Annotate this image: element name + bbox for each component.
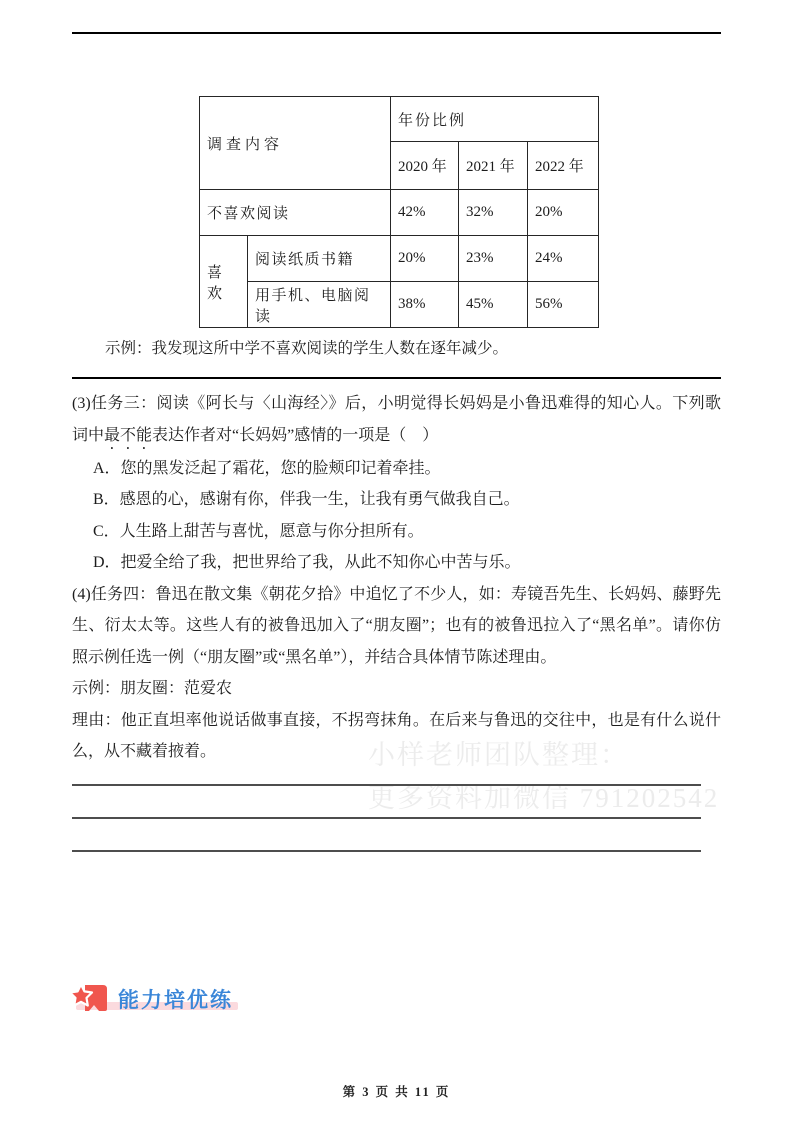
table-cell-paper-2020: 20% <box>391 236 459 282</box>
task3-option-a: A．您的黑发泛起了霜花，您的脸颊印记着牵挂。 <box>93 459 441 477</box>
task3-text-after: 表达作者对“长妈妈”感情的一项是（ ） <box>152 426 439 444</box>
table-cell-paper-2021: 23% <box>459 236 528 282</box>
table-row-like-label: 喜欢 <box>200 236 248 328</box>
answer-blank-line <box>72 768 701 786</box>
table-row-digital-label: 用手机、电脑阅读 <box>248 282 391 328</box>
task3-emphasized-text: 最不能 <box>104 426 153 444</box>
table-row-dislike-label: 不喜欢阅读 <box>200 190 391 236</box>
table-cell-dislike-2021: 32% <box>459 190 528 236</box>
watermark-line-2: 更多资料加微信 791202542 <box>368 783 720 813</box>
table-row-paper-label: 阅读纸质书籍 <box>248 236 391 282</box>
page-number-footer: 第 3 页 共 11 页 <box>342 1085 451 1099</box>
answer-lines <box>72 768 701 852</box>
table-header-year-ratio: 年份比例 <box>391 97 599 142</box>
task3-option-d: D．把爱全给了我，把世界给了我，从此不知你心中苦与乐。 <box>93 554 521 571</box>
star-flag-icon <box>68 983 110 1015</box>
answer-blank-line <box>72 786 701 819</box>
task3-text-before: (3)任务三：阅读《阿长与〈山海经〉》后，小明觉得长妈妈是小鲁迅难得的知心人。下列歌词中 <box>72 395 721 444</box>
task4-example: 示例：朋友圈：范爱农 <box>72 680 233 697</box>
table-header-year-2021: 2021 年 <box>459 142 528 190</box>
survey-table <box>199 96 599 328</box>
task3-question <box>72 388 721 453</box>
answer-blank-line <box>72 819 701 852</box>
table-cell-digital-2021: 45% <box>459 282 528 328</box>
table-header-survey-content: 调查内容 <box>200 97 391 190</box>
page-content <box>72 0 721 852</box>
top-rule <box>72 32 721 34</box>
table-cell-dislike-2022: 20% <box>528 190 599 236</box>
section-header-label: 能力培优练 <box>118 989 233 1012</box>
watermark-line-1: 小样老师团队整理： <box>368 740 629 770</box>
table-cell-paper-2022: 24% <box>528 236 599 282</box>
task3-option-c: C．人生路上甜苦与喜忧，愿意与你分担所有。 <box>93 522 424 540</box>
task4-reason: 理由：他正直坦率他说话做事直接，不拐弯抹角。在后来与鲁迅的交往中，也是有什么说什么，从不藏着掖着。 <box>72 711 721 760</box>
table-header-year-2022: 2022 年 <box>528 142 599 190</box>
table-cell-digital-2020: 38% <box>391 282 459 328</box>
survey-example-text: 示例：我发现这所中学不喜欢阅读的学生人数在逐年减少。 <box>105 340 509 357</box>
section-divider-rule <box>72 377 721 379</box>
task3-option-b: B．感恩的心，感谢有你，伴我一生，让我有勇气做我自己。 <box>93 491 520 508</box>
section-header <box>68 982 233 1016</box>
table-header-year-2020: 2020 年 <box>391 142 459 190</box>
table-cell-dislike-2020: 42% <box>391 190 459 236</box>
task4-question: (4)任务四：鲁迅在散文集《朝花夕拾》中追忆了不少人，如：寿镜吾先生、长妈妈、藤野先生、衍太太等。这些人有的被鲁迅加入了“朋友圈”；也有的被鲁迅拉入了“黑名单”。请你仿照示例任选一例（“朋友圈”或“黑名单”），并结合具体情节陈述理由。 <box>72 585 721 666</box>
table-cell-digital-2022: 56% <box>528 282 599 328</box>
